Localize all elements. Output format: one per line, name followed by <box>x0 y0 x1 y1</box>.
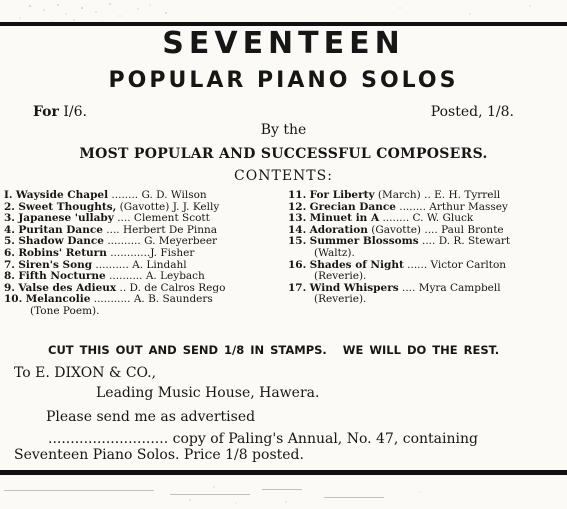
item-title: Minuet in A <box>309 212 380 225</box>
item-leader: ........ <box>395 200 430 213</box>
item-composer: Myra Campbell <box>418 281 501 294</box>
item-note: (Waltz). <box>314 246 355 259</box>
item-number: 5. <box>4 235 15 248</box>
item-leader: (March) .. <box>374 189 435 201</box>
item-title: Shades of Night <box>309 258 404 271</box>
item-composer: Paul Bronte <box>441 223 504 236</box>
item-title: Siren's Song <box>18 258 93 271</box>
item-title: Valse des Adieux <box>18 281 117 294</box>
order-request-line: Please send me as advertised <box>46 409 256 425</box>
price-value: I/6. <box>63 104 87 120</box>
contents-heading: CONTENTS: <box>234 168 333 184</box>
item-composer: G. D. Wilson <box>141 189 207 201</box>
item-number: 9. <box>4 281 15 294</box>
item-leader: .... <box>398 281 419 294</box>
item-leader: .... <box>102 223 123 236</box>
order-house-line: Leading Music House, Hawera. <box>96 385 320 401</box>
order-copy-line: ........................... copy of Paling's Annual, No. 47, containing <box>48 431 478 447</box>
item-number: 17. <box>288 281 307 294</box>
item-number: 3. <box>4 212 15 225</box>
item-composer: D. de Calros Rego <box>129 281 226 294</box>
posted-price: Posted, 1/8. <box>430 104 514 120</box>
ad-title: SEVENTEEN <box>162 26 405 61</box>
order-to-line: To E. DIXON & CO., <box>14 365 157 381</box>
composers-line: MOST POPULAR AND SUCCESSFUL COMPOSERS. <box>79 146 488 162</box>
item-composer: Fisher <box>160 246 195 259</box>
item-number: 7. <box>4 258 15 271</box>
item-leader: (Gavotte) .... <box>367 223 442 236</box>
item-composer: A. B. Saunders <box>133 293 213 306</box>
item-leader: ........... <box>90 293 134 306</box>
item-title: Adoration <box>309 223 368 236</box>
item-title: Robins' Return <box>18 246 107 259</box>
item-leader: .... <box>418 235 439 248</box>
ad-subtitle: POPULAR PIANO SOLOS <box>108 68 459 93</box>
item-number: 13. <box>288 212 307 225</box>
contents-right-column <box>288 190 510 306</box>
item-composer: G. Meyerbeer <box>144 235 218 248</box>
item-title: Summer Blossoms <box>309 235 419 248</box>
item-number: 12. <box>288 200 307 213</box>
item-composer: C. W. Gluck <box>412 212 474 225</box>
item-number: 2. <box>4 200 15 213</box>
item-leader: ........ <box>379 212 413 225</box>
item-composer: Clement Scott <box>133 212 210 225</box>
item-composer: A. Lindahl <box>132 258 187 271</box>
print-noise-bottom <box>0 478 567 509</box>
item-leader: .......... <box>105 270 146 283</box>
item-title: Fifth Nocturne <box>18 270 106 283</box>
item-number: I. <box>4 189 13 201</box>
item-title: Grecian Dance <box>309 200 396 213</box>
bottom-rule <box>0 470 567 475</box>
item-title: Wind Whispers <box>309 281 399 294</box>
order-price-line: Seventeen Piano Solos. Price 1/8 posted. <box>14 447 304 463</box>
item-composer: E. H. Tyrrell <box>434 189 501 201</box>
item-composer: D. R. Stewart <box>438 235 511 248</box>
rest-instruction: WE WILL DO THE REST. <box>342 343 500 357</box>
item-leader: .......... <box>92 258 133 271</box>
item-note: (Reverie). <box>314 293 367 306</box>
item-note: (Tone Poem). <box>30 304 100 317</box>
item-leader: (Gavotte) <box>116 200 173 213</box>
price-line <box>33 104 87 120</box>
item-number: 15. <box>288 235 307 248</box>
item-title: Japanese 'ullaby <box>18 212 114 225</box>
item-composer: Victor Carlton <box>430 258 507 271</box>
item-note: (Reverie). <box>314 270 367 283</box>
price-label: For <box>33 104 59 120</box>
item-leader: .......... <box>104 235 145 248</box>
contents-left-column <box>4 190 225 318</box>
item-number: 16. <box>288 258 307 271</box>
item-number: 4. <box>4 223 15 236</box>
item-composer: J. J. Kelly <box>172 200 220 213</box>
item-leader: .. <box>116 281 130 294</box>
item-title: Sweet Thoughts, <box>18 200 117 213</box>
cut-instruction: CUT THIS OUT AND SEND 1/8 IN STAMPS. <box>48 343 327 357</box>
item-title: Wayside Chapel <box>15 189 109 201</box>
item-leader: ............J. <box>106 246 161 259</box>
cut-out-instructions <box>48 343 499 357</box>
item-leader: ...... <box>403 258 431 271</box>
item-leader: .... <box>113 212 134 225</box>
item-title: Shadow Dance <box>18 235 104 248</box>
item-title: Melancolie <box>25 293 91 306</box>
item-title: For Liberty <box>309 189 375 201</box>
item-number: 10. <box>4 293 23 306</box>
item-number: 14. <box>288 223 307 236</box>
item-leader: ........ <box>108 189 142 201</box>
item-number: 11. <box>288 189 307 201</box>
item-number: 8. <box>4 270 15 283</box>
byline: By the <box>260 122 307 138</box>
item-composer: Herbert De Pinna <box>122 223 218 236</box>
item-number: 6. <box>4 246 15 259</box>
item-composer: A. Leybach <box>145 270 205 283</box>
item-composer: Arthur Massey <box>429 200 508 213</box>
item-title: Puritan Dance <box>18 223 103 236</box>
